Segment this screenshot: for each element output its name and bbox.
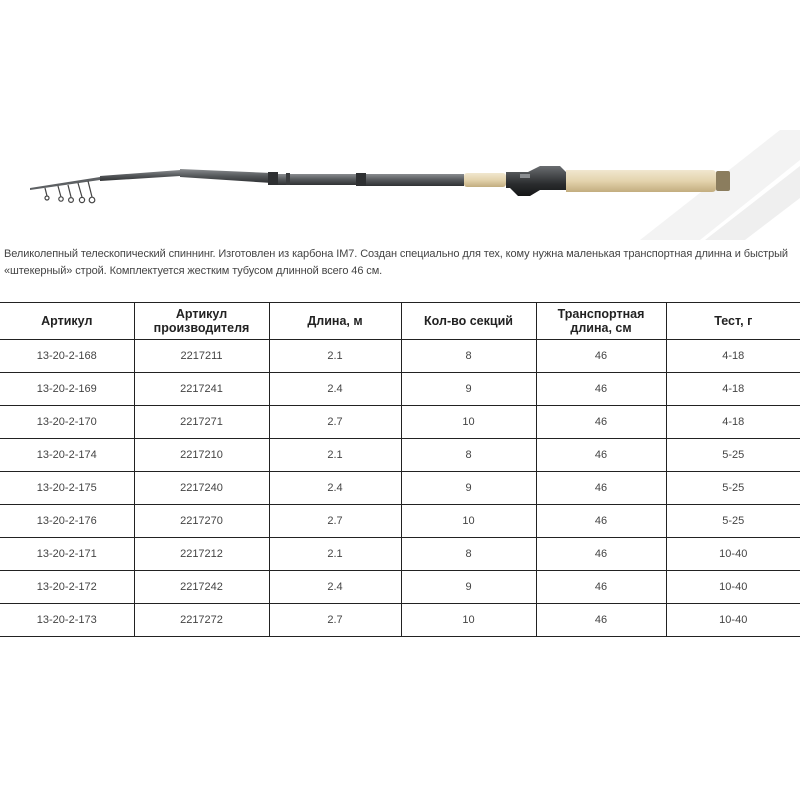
cell-sections: 9 [401,472,536,505]
cell-test: 10-40 [666,538,800,571]
cell-sections: 10 [401,604,536,637]
cell-article: 13-20-2-170 [0,406,134,439]
cell-manufacturer-article: 2217241 [134,373,269,406]
cell-article: 13-20-2-168 [0,340,134,373]
table-row [0,604,800,637]
cell-test: 5-25 [666,472,800,505]
cell-transport-length: 46 [536,571,666,604]
cell-test: 4-18 [666,373,800,406]
cell-test: 4-18 [666,340,800,373]
table-row [0,340,800,373]
cell-transport-length: 46 [536,406,666,439]
cell-test: 4-18 [666,406,800,439]
header-manufacturer-article: Артикул производителя [134,303,269,340]
cell-sections: 8 [401,538,536,571]
cell-manufacturer-article: 2217240 [134,472,269,505]
cell-sections: 9 [401,373,536,406]
cell-transport-length: 46 [536,472,666,505]
cell-transport-length: 46 [536,538,666,571]
header-sections: Кол-во секций [401,303,536,340]
cell-sections: 8 [401,439,536,472]
table-row [0,571,800,604]
header-transport-length: Транспортная длина, см [536,303,666,340]
product-image [0,130,800,240]
cell-transport-length: 46 [536,439,666,472]
cell-transport-length: 46 [536,505,666,538]
table-row [0,538,800,571]
cell-manufacturer-article: 2217272 [134,604,269,637]
cell-article: 13-20-2-172 [0,571,134,604]
cell-length: 2.4 [269,571,401,604]
cell-manufacturer-article: 2217270 [134,505,269,538]
cell-manufacturer-article: 2217212 [134,538,269,571]
cell-article: 13-20-2-176 [0,505,134,538]
cell-length: 2.1 [269,538,401,571]
cell-sections: 9 [401,571,536,604]
cell-article: 13-20-2-175 [0,472,134,505]
header-article: Артикул [0,303,134,340]
cell-length: 2.1 [269,340,401,373]
cell-test: 5-25 [666,439,800,472]
cell-length: 2.7 [269,604,401,637]
cell-length: 2.4 [269,472,401,505]
cell-length: 2.4 [269,373,401,406]
table-row [0,472,800,505]
cell-test: 10-40 [666,571,800,604]
cell-manufacturer-article: 2217271 [134,406,269,439]
cell-length: 2.1 [269,439,401,472]
cell-article: 13-20-2-171 [0,538,134,571]
cell-sections: 10 [401,505,536,538]
cell-test: 5-25 [666,505,800,538]
cell-article: 13-20-2-174 [0,439,134,472]
table-row [0,439,800,472]
header-test: Тест, г [666,303,800,340]
cell-manufacturer-article: 2217242 [134,571,269,604]
header-length: Длина, м [269,303,401,340]
telescopic-spinning-rod-icon [0,130,800,240]
cell-test: 10-40 [666,604,800,637]
cell-transport-length: 46 [536,373,666,406]
table-row [0,406,800,439]
cell-transport-length: 46 [536,604,666,637]
cell-transport-length: 46 [536,340,666,373]
table-header-row [0,303,800,340]
cell-manufacturer-article: 2217211 [134,340,269,373]
cell-manufacturer-article: 2217210 [134,439,269,472]
cell-sections: 10 [401,406,536,439]
table-row [0,373,800,406]
product-description: Великолепный телескопический спиннинг. Изготовлен из карбона IM7. Создан специально для тех, кому нужна маленькая транспортная длинна и быстрый «штекерный» строй. Комплектуется жестким тубусом длинной всего 46 см. [4,248,788,277]
specs-table [0,302,800,637]
cell-length: 2.7 [269,505,401,538]
cell-article: 13-20-2-173 [0,604,134,637]
cell-article: 13-20-2-169 [0,373,134,406]
table-row [0,505,800,538]
cell-length: 2.7 [269,406,401,439]
cell-sections: 8 [401,340,536,373]
